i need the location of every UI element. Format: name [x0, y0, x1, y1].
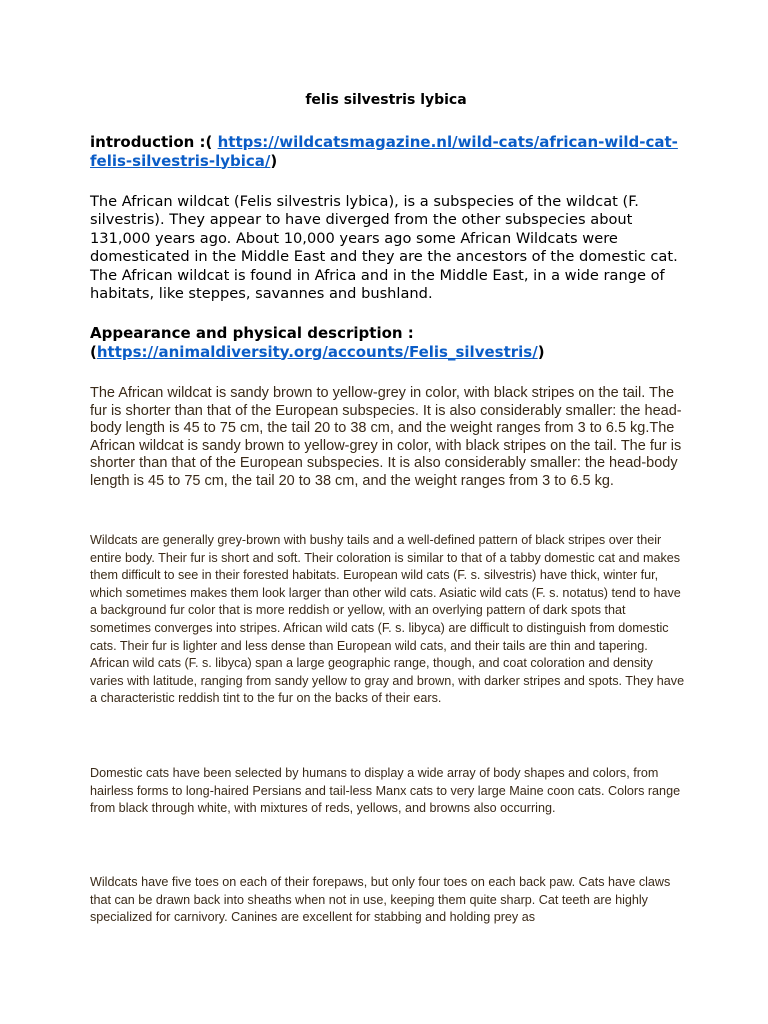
- appearance-paragraph-1: The African wildcat is sandy brown to yellow-grey in color, with black stripes on the tail. The fur is shorter than that of the European subspecies. It is also considerably smaller: the head-body length is 45 to 75 cm, the tail 20 to 38 cm, and the weight ranges from 3 to 6.5 kg.The African wildcat is sandy brown to yellow-grey in color, with black stripes on the tail. The fur is shorter than that of the European subspecies. It is also considerably smaller: the head-body length is 45 to 75 cm, the tail 20 to 38 cm, and the weight ranges from 3 to 6.5 kg.: [90, 385, 682, 489]
- appearance-close-paren: ): [537, 342, 545, 361]
- appearance-label: Appearance and physical description :: [90, 324, 414, 342]
- appearance-paragraph-4: Wildcats have five toes on each of their forepaws, but only four toes on each back paw. Cats have claws that can be drawn back into sheaths when not in use, keeping them quite sharp. Cat teeth are highly specialized for carnivory. Canines are excellent for stabbing and holding prey as: [90, 875, 671, 925]
- appearance-open-paren: (: [90, 342, 97, 361]
- appearance-paragraph-2: Wildcats are generally grey-brown with bushy tails and a well-defined pattern of black stripes over their entire body. Their fur is short and soft. Their coloration is similar to that of a tabby domestic cat and makes them difficult to see in their forested habitats. European wild cats (F. s. silvestris) have thick, winter fur, which sometimes makes them look larger than other wild cats. Asiatic wild cats (F. s. notatus) tend to have a background fur color that is more reddish or yellow, with an overlying pattern of dark spots that sometimes converges into stripes. African wild cats (F. s. libyca) are difficult to distinguish from domestic cats. Their fur is lighter and less dense than European wild cats, and their tails are thin and tapering. African wild cats (F. s. libyca) span a large geographic range, though, and coat coloration and density varies with latitude, ranging from sandy yellow to gray and brown, with darker stripes and spots. They have a characteristic reddish tint to the fur on the backs of their ears.: [90, 533, 685, 706]
- appearance-paragraph-3: Domestic cats have been selected by humans to display a wide array of body shapes and colors, from hairless forms to long-haired Persians and tail-less Manx cats to very large Maine coon cats. Colors range from black through white, with mixtures of reds, yellows, and browns also occurring.: [90, 766, 681, 816]
- introduction-close-paren: ): [270, 151, 278, 170]
- introduction-paragraph: The African wildcat (Felis silvestris lybica), is a subspecies of the wildcat (F. silvestris). They appear to have diverged from the other subspecies about 131,000 years ago. About 10,000 years ago some African Wildcats were domesticated in the Middle East and they are the ancestors of the domestic cat. The African wildcat is found in Africa and in the Middle East, in a wide range of habitats, like steppes, savannes and bushland.: [90, 193, 678, 303]
- appearance-source-link[interactable]: https://animaldiversity.org/accounts/Felis_silvestris/: [96, 342, 538, 361]
- introduction-source-link[interactable]: https://wildcatsmagazine.nl/wild-cats/african-wild-cat-felis-silvestris-lybica/: [90, 133, 678, 170]
- introduction-heading: [90, 133, 682, 170]
- document-title: felis silvestris lybica: [305, 92, 467, 108]
- appearance-heading: [90, 324, 682, 361]
- introduction-label: introduction :(: [90, 133, 213, 151]
